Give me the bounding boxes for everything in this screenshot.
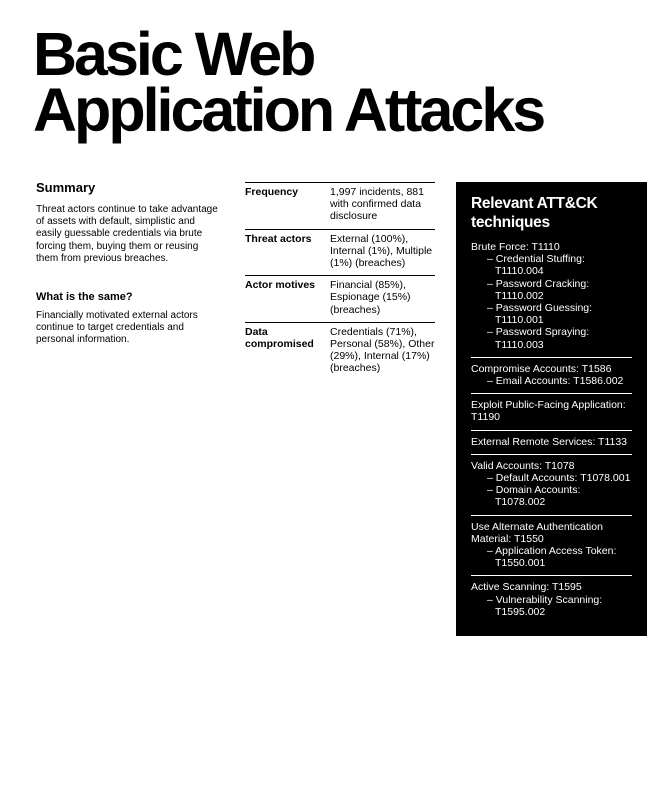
attack-heading: Relevant ATT&CK techniques (471, 195, 598, 231)
title-line-2: Application Attacks (33, 76, 544, 144)
same-heading: What is the same? (36, 291, 133, 304)
facts-key: Frequency (245, 186, 299, 198)
sub-technique-name: – Email Accounts: T1586.002 (487, 375, 624, 388)
technique-group (471, 575, 632, 624)
attack-groups (471, 241, 632, 624)
technique-name: Valid Accounts: T1078 (471, 459, 575, 472)
sub-technique-name: – Domain Accounts: T1078.002 (487, 484, 581, 509)
technique-group (471, 454, 632, 515)
technique-group (471, 241, 632, 357)
same-section (36, 291, 220, 347)
sub-technique-name: – Default Accounts: T1078.001 (487, 472, 631, 485)
technique-name: Active Scanning: T1595 (471, 581, 582, 594)
summary-heading: Summary (36, 180, 96, 195)
technique-name: Brute Force: T1110 (471, 241, 560, 253)
technique-group (471, 393, 632, 429)
page-title (33, 20, 544, 144)
sub-technique-name: – Vulnerability Scanning: T1595.002 (487, 593, 603, 618)
facts-table (245, 182, 435, 381)
facts-key: Data compromised (245, 325, 314, 351)
facts-row (245, 182, 435, 229)
attack-techniques-panel (456, 182, 647, 636)
sub-technique-name: – Application Access Token: T1550.001 (487, 545, 617, 570)
technique-name: Use Alternate Authentication Material: T1550 (471, 520, 603, 545)
facts-key: Threat actors (245, 232, 312, 245)
facts-row (245, 322, 435, 381)
facts-value: Financial (85%), Espionage (15%) (breaches) (330, 279, 411, 316)
sub-technique-name: – Credential Stuffing: T1110.004 (487, 253, 585, 278)
technique-group (471, 357, 632, 393)
facts-value: External (100%), Internal (1%), Multiple (1%) (breaches) (330, 232, 433, 270)
facts-value: Credentials (71%), Personal (58%), Other (29%), Internal (17%) (breaches) (330, 325, 435, 375)
title-line-1: Basic Web (33, 20, 314, 88)
summary-section (36, 180, 220, 347)
technique-name: External Remote Services: T1133 (471, 435, 628, 448)
same-text: Financially motivated external actors continue to target credentials and personal information. (36, 310, 198, 346)
technique-group (471, 515, 632, 576)
facts-value: 1,997 incidents, 881 with confirmed data disclosure (330, 186, 424, 223)
sub-technique-name: – Password Guessing: T1110.001 (487, 302, 593, 327)
sub-technique-name: – Password Spraying: T1110.003 (487, 326, 590, 351)
facts-row (245, 275, 435, 322)
facts-key: Actor motives (245, 279, 316, 292)
facts-row (245, 229, 435, 276)
technique-name: Exploit Public-Facing Application: T1190 (471, 399, 626, 424)
sub-technique-name: – Password Cracking: T1110.002 (487, 277, 590, 302)
summary-text: Threat actors continue to take advantage of assets with default, simplistic and easily guessable credentials via brute forcing them, buying them or reusing them from previous breaches. (36, 204, 218, 264)
technique-group (471, 430, 632, 454)
technique-name: Compromise Accounts: T1586 (471, 362, 612, 375)
